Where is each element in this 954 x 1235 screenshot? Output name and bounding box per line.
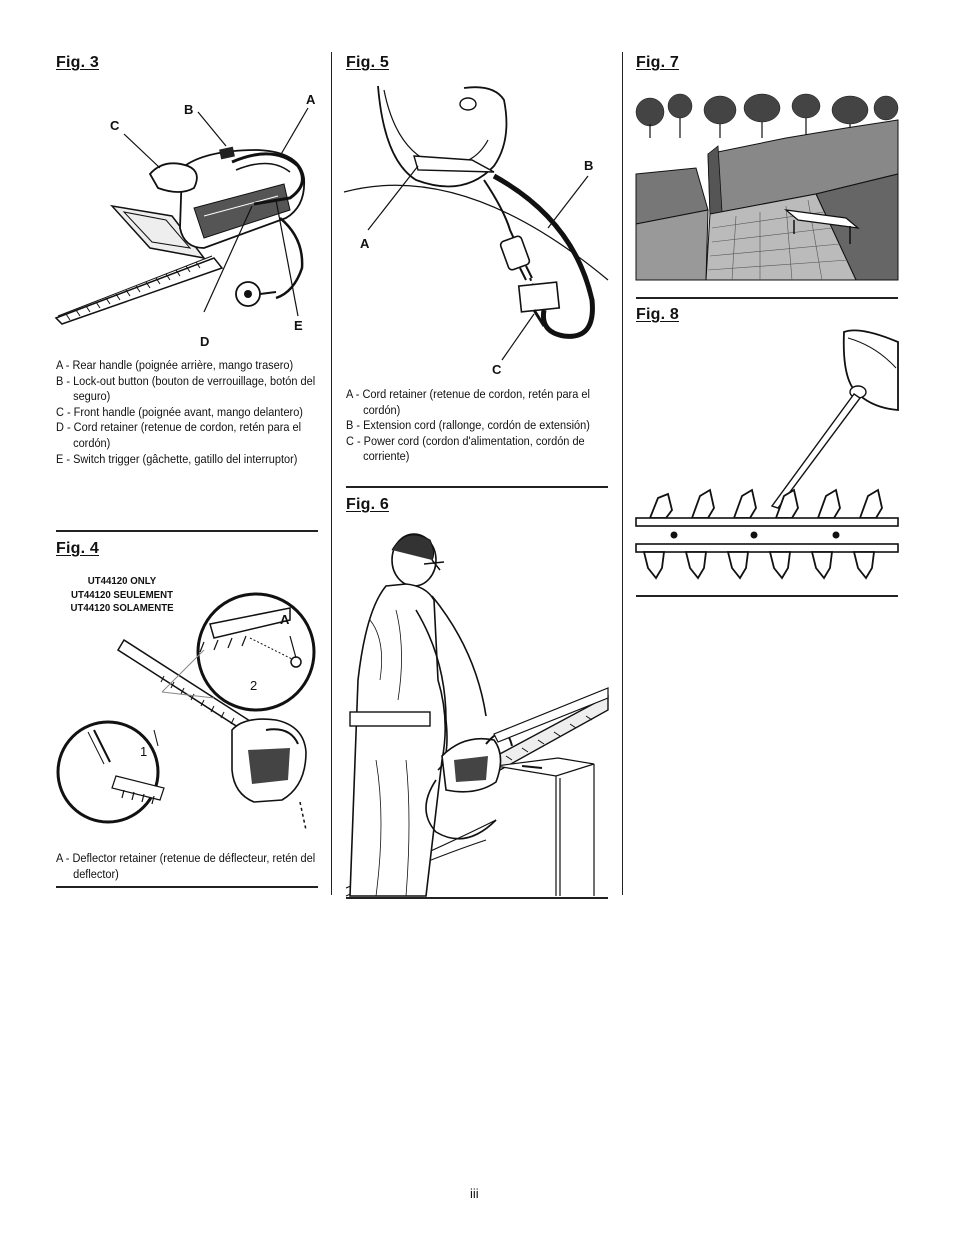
fig8-title: Fig. 8: [636, 306, 679, 323]
fig5-title: Fig. 5: [346, 54, 389, 71]
fig8-bottom-rule: [636, 595, 898, 597]
fig3-legend-d: D - Cord retainer (retenue de cordon, retén para el cordón): [56, 420, 302, 450]
fig5-callout-b: B: [584, 158, 594, 173]
fig3-legend-c: C - Front handle (poignée avant, mango delantero): [56, 404, 303, 419]
fig7-title: Fig. 7: [636, 54, 679, 71]
fig8-illustration: [636, 328, 898, 584]
fig7-bottom-rule: [636, 297, 898, 299]
fig6-bottom-rule: [346, 897, 608, 899]
fig3-illustration: [54, 88, 318, 348]
fig5-bottom-rule: [346, 486, 608, 488]
fig4-legend: [56, 851, 317, 882]
fig6-illustration: [346, 520, 608, 896]
fig4-bottom-rule: [56, 886, 318, 888]
fig4-callout-a: A: [280, 612, 290, 627]
fig3-callout-b: B: [184, 102, 194, 117]
fig4-illustration: [54, 580, 320, 840]
column-divider-1: [331, 52, 332, 895]
fig3-legend-b: B - Lock-out button (bouton de verrouillage, botón del seguro): [56, 373, 316, 404]
fig5-legend: [346, 387, 607, 465]
column-divider-2: [622, 52, 623, 895]
fig3-title: Fig. 3: [56, 54, 99, 71]
fig5-legend-b: B - Extension cord (rallonge, cordón de extensión): [346, 418, 590, 433]
fig3-legend-e: E - Switch trigger (gâchette, gatillo del interruptor): [56, 451, 298, 466]
fig3-callout-c: C: [110, 118, 120, 133]
fig4-model-note-line-1: UT44120 ONLY: [87, 575, 157, 587]
fig3-legend-a: A - Rear handle (poignée arrière, mango trasero): [56, 358, 294, 372]
fig5-callout-c: C: [492, 362, 502, 377]
fig6-title: Fig. 6: [346, 496, 389, 513]
fig3-callout-d: D: [200, 334, 210, 349]
fig3-callout-a: A: [306, 92, 316, 107]
fig4-title: Fig. 4: [56, 540, 99, 557]
fig4-step-2: 2: [250, 678, 258, 693]
fig5-legend-a: A - Cord retainer (retenue de cordon, retén para el cordón): [346, 387, 590, 417]
fig5-illustration: [344, 80, 608, 380]
fig3-callout-e: E: [294, 318, 303, 333]
fig5-callout-a: A: [360, 236, 370, 251]
fig3-bottom-rule: [56, 530, 318, 532]
fig4-model-note-line-3: UT44120 SOLAMENTE: [70, 602, 174, 614]
fig5-legend-c: C - Power cord (cordon d'alimentation, cordón de corriente): [346, 433, 585, 464]
fig4-model-note-line-2: UT44120 SEULEMENT: [70, 588, 174, 601]
page-number: iii: [470, 1186, 479, 1201]
fig4-legend-a: A - Deflector retainer (retenue de déflecteur, retén del deflector): [56, 851, 316, 881]
fig4-step-1: 1: [140, 744, 148, 759]
fig7-illustration: [636, 94, 898, 280]
fig3-legend: [56, 358, 317, 467]
